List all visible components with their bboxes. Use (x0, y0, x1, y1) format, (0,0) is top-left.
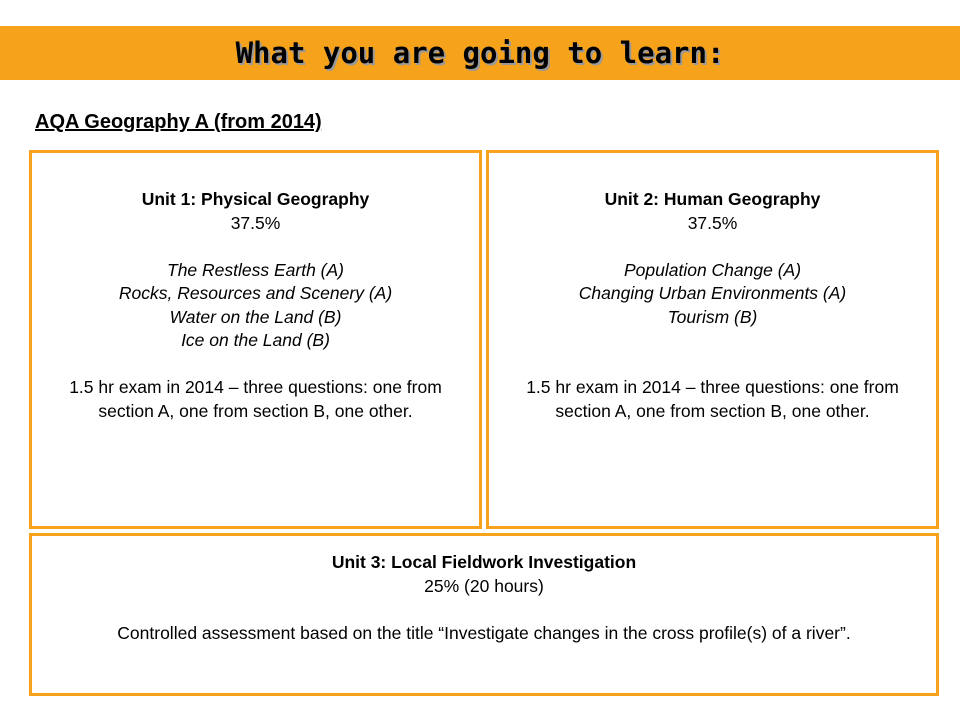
unit-3-card (29, 533, 939, 696)
unit-1-topic: Ice on the Land (B) (181, 330, 330, 350)
unit-1-card (29, 150, 482, 529)
unit-3-description: Controlled assessment based on the title “Investigate changes in the cross profile(s) of a river”. (117, 622, 851, 643)
unit-1-weight: 37.5% (230, 212, 281, 233)
title-banner (0, 26, 960, 80)
unit-2-topic: Population Change (A) (623, 259, 802, 280)
unit-2-topic: Tourism (B) (667, 306, 758, 327)
unit-1-topic: Water on the Land (B) (169, 306, 342, 327)
unit-3-weight: 25% (20 hours) (424, 575, 544, 596)
page-title: What you are going to learn: (235, 36, 725, 70)
unit-1-title: Unit 1: Physical Geography (141, 189, 370, 209)
unit-1-exam-info: 1.5 hr exam in 2014 – three questions: one from section A, one from section B, one other. (69, 377, 442, 421)
unit-2-topic: Changing Urban Environments (A) (578, 283, 847, 303)
unit-2-weight: 37.5% (687, 212, 738, 233)
unit-1-topic: Rocks, Resources and Scenery (A) (118, 283, 393, 303)
course-subtitle: AQA Geography A (from 2014) (35, 111, 322, 133)
unit-3-title: Unit 3: Local Fieldwork Investigation (331, 552, 637, 572)
unit-2-title: Unit 2: Human Geography (604, 189, 821, 209)
unit-1-topic: The Restless Earth (A) (167, 259, 344, 280)
unit-2-exam-info: 1.5 hr exam in 2014 – three questions: one from section A, one from section B, one other. (526, 377, 899, 421)
unit-2-card (486, 150, 939, 529)
